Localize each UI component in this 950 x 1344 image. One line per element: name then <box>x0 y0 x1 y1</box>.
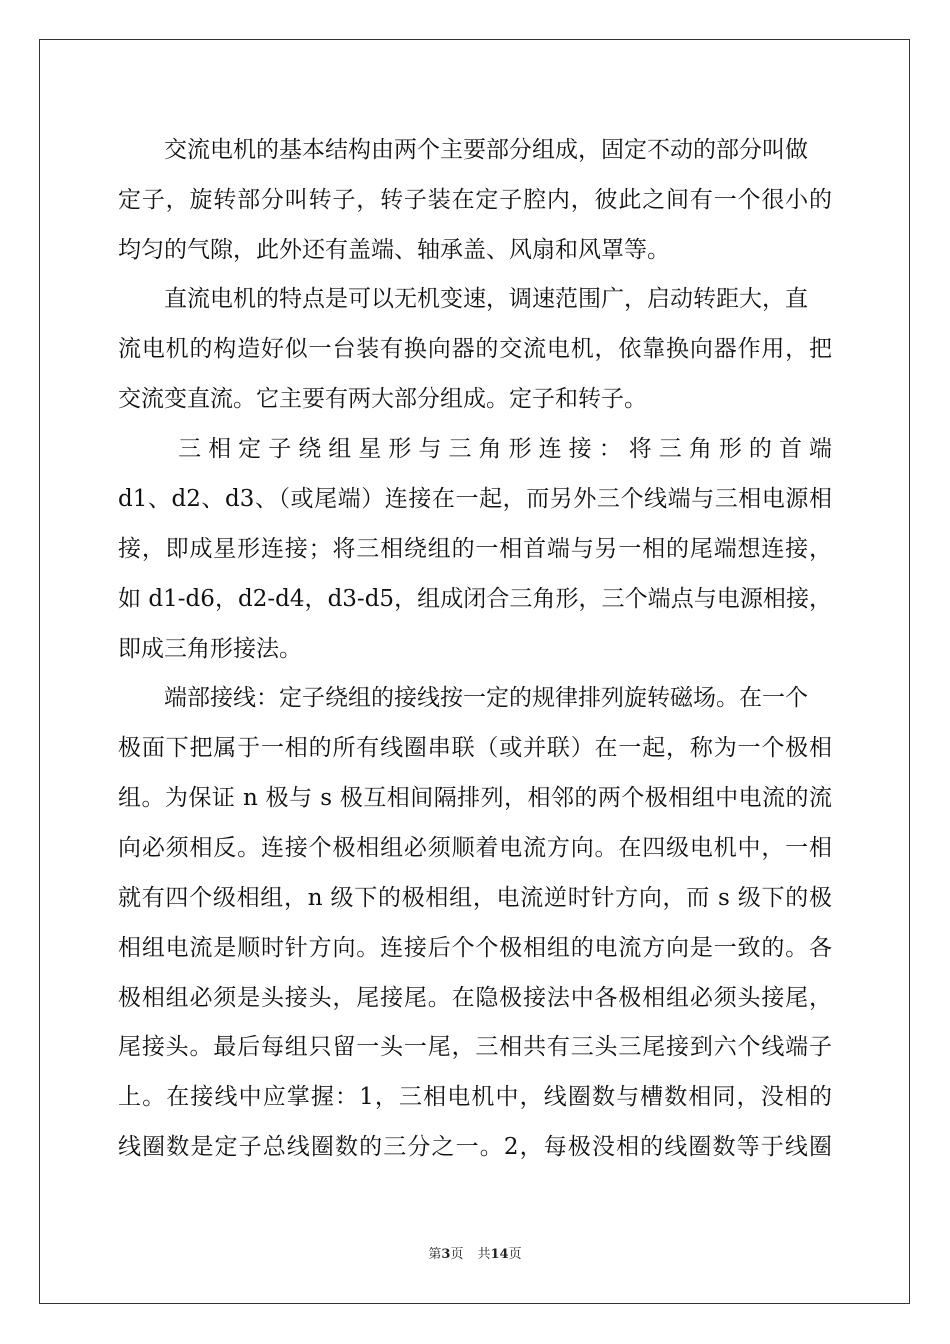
text-line: d1、d2、d3、（或尾端）连接在一起，而另外三个线端与三相电源相 <box>118 486 832 512</box>
text-line: 交流电机的基本结构由两个主要部分组成，固定不动的部分叫做 <box>118 137 808 163</box>
text-line: 组。为保证 n 极与 s 极互相间隔排列，相邻的两个极相组中电流的流 <box>118 785 832 811</box>
text-line: 就有四个级相组，n 级下的极相组，电流逆时针方向，而 s 级下的极 <box>118 885 832 911</box>
text-line: 均匀的气隙，此外还有盖端、轴承盖、风扇和风罩等。 <box>118 237 670 263</box>
text-line: 向必须相反。连接个极相组必须顺着电流方向。在四级电机中，一相 <box>118 835 832 861</box>
page-number: 3 <box>441 1247 451 1262</box>
text-line: 如 d1-d6，d2-d4，d3-d5，组成闭合三角形，三个端点与电源相接， <box>118 586 832 612</box>
text-line: 接，即成星形连接；将三相绕组的一相首端与另一相的尾端想连接， <box>118 536 832 562</box>
text-line: 上。在接线中应掌握：1，三相电机中，线圈数与槽数相同，没相的 <box>118 1084 832 1110</box>
text-line: 相组电流是顺时针方向。连接后个个极相组的电流方向是一致的。各 <box>118 935 832 961</box>
page-border <box>39 39 910 1304</box>
text-line: 极相组必须是头接头，尾接尾。在隐极接法中各极相组必须头接尾， <box>118 985 832 1011</box>
total-pages: 14 <box>490 1247 509 1262</box>
page-suffix: 页 <box>450 1247 464 1262</box>
total-prefix: 共 <box>477 1247 491 1262</box>
text-line: 三相定子绕组星形与三角形连接：将三角形的首端 <box>118 436 832 462</box>
text-line: 尾接头。最后每组只留一头一尾，三相共有三头三尾接到六个线端子 <box>118 1034 832 1060</box>
text-line: 即成三角形接法。 <box>118 636 302 662</box>
text-line: 直流电机的特点是可以无机变速，调速范围广，启动转距大，直 <box>118 286 808 312</box>
text-line: 线圈数是定子总线圈数的三分之一。2，每极没相的线圈数等于线圈 <box>118 1134 832 1160</box>
page-prefix: 第 <box>428 1247 442 1262</box>
text-line: 交流变直流。它主要有两大部分组成。定子和转子。 <box>118 386 647 412</box>
page-footer <box>0 1247 950 1263</box>
text-line: 端部接线：定子绕组的接线按一定的规律排列旋转磁场。在一个 <box>118 685 808 711</box>
text-line: 极面下把属于一相的所有线圈串联（或并联）在一起，称为一个极相 <box>118 735 832 761</box>
total-suffix: 页 <box>508 1247 522 1262</box>
text-line: 定子，旋转部分叫转子，转子装在定子腔内，彼此之间有一个很小的 <box>118 187 832 213</box>
text-line: 流电机的构造好似一台装有换向器的交流电机，依靠换向器作用，把 <box>118 336 832 362</box>
